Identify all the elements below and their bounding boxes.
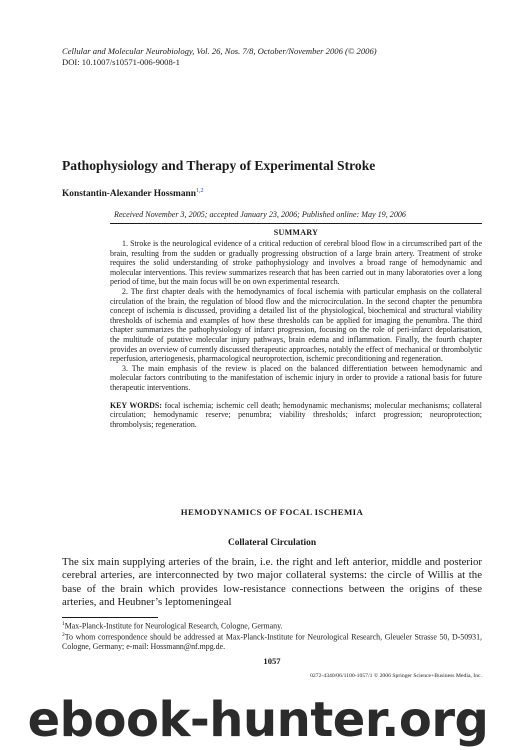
footnote — [62, 620, 482, 631]
author-name: Konstantin-Alexander Hossmann — [62, 189, 196, 200]
summary-rule-top — [110, 223, 482, 224]
article-title: Pathophysiology and Therapy of Experimental Stroke — [62, 158, 376, 173]
issn-line: 0272-4340/06/1100-1057/1 © 2006 Springer Science+Business Media, Inc. — [310, 673, 482, 679]
footnote-mark: 2 — [62, 632, 65, 639]
summary-paragraph: 2. The first chapter deals with the hemodynamics of focal ischemia with particular emphasis on the collateral circulation of the brain, the regulation of blood flow and the microcirculation. In the second chapter the penumbra concept of ischemia is discussed, providing a detailed list of the physiological, biochemical and structural viability thresholds of ischemia and examples of how these thresholds can be applied for imaging the penumbra. The third chapter summarizes the pathophysiology of infarct progression, focusing on the role of peri-infarct depolarisation, the multitude of putative molecular injury pathways, brain edema and inflammation. Finally, the fourth chapter provides an overview of currently discussed therapeutic approaches, notably the effect of mechanical or thrombolytic reperfusion, arteriogenesis, pharmacological neuroprotection, ischemic preconditioning and regeneration. — [110, 286, 482, 364]
summary-heading: SUMMARY — [273, 228, 319, 237]
author-line — [62, 188, 203, 199]
doi: DOI: 10.1007/s10571-006-9008-1 — [62, 57, 180, 67]
summary-paragraph: 1. Stroke is the neurological evidence of a critical reduction of cerebral blood flow in a circumscribed part of the brain, resulting from the sudden or gradually progressing obstruction of a large brain artery. Treatment of stroke requires the solid understanding of stroke pathophysiology and involves a broad range of hemodynamic and molecular interventions. This review summarizes research that has been carried out in many laboratories over a long period of time, but the main focus will be on own experimental research. — [110, 239, 482, 287]
keywords-label: KEY WORDS: — [110, 400, 162, 410]
footnote-rule — [62, 617, 158, 618]
footnote-text: To whom correspondence should be addressed at Max-Planck-Institute for Neurological Research, Gleueler Strasse 50, D-50931, Cologne, Germany; e-mail: Hossmann@nf.mpg.de. — [62, 632, 482, 652]
footnotes — [62, 620, 482, 652]
keywords — [110, 401, 482, 430]
watermark-logo: ebook-hunter.org — [27, 692, 489, 748]
section-title: HEMODYNAMICS OF FOCAL ISCHEMIA — [180, 507, 364, 517]
author-affiliation-link[interactable]: 1,2 — [195, 188, 204, 194]
summary-paragraph: 3. The main emphasis of the review is placed on the balanced differentiation between hemodynamic and molecular factors contributing to the manifestation of ischemic injury in order to provide a rational basis for future therapeutic interventions. — [110, 363, 482, 392]
page-number: 1057 — [263, 656, 281, 666]
keywords-list: focal ischemia; ischemic cell death; hemodynamic mechanisms; molecular mechanisms; collateral circulation; hemodynamic reserve; penumbra; viability thresholds; infarct progression; neuroprotection; thrombolysis; regeneration. — [110, 400, 483, 429]
footnote — [62, 631, 482, 652]
journal-citation: Cellular and Molecular Neurobiology, Vol. 26, Nos. 7/8, October/November 2006 (© 2006) — [62, 46, 377, 56]
subsection-title: Collateral Circulation — [227, 538, 317, 548]
received-dates: Received November 3, 2005; accepted January 23, 2006; Published online: May 19, 2006 — [114, 210, 406, 219]
footnote-mark: 1 — [62, 621, 65, 627]
body-paragraph: The six main supplying arteries of the brain, i.e. the right and left anterior, middle and posterior cerebral arteries, are interconnected by two major collateral systems: the circle of Willis at the base of the brain which provides low-resistance connections between the origins of these arteries, and Heubner’s leptomeningeal — [62, 556, 482, 609]
footnote-text: Max-Planck-Institute for Neurological Research, Cologne, Germany. — [64, 621, 283, 631]
summary-block — [110, 223, 482, 429]
journal-header — [62, 46, 377, 68]
